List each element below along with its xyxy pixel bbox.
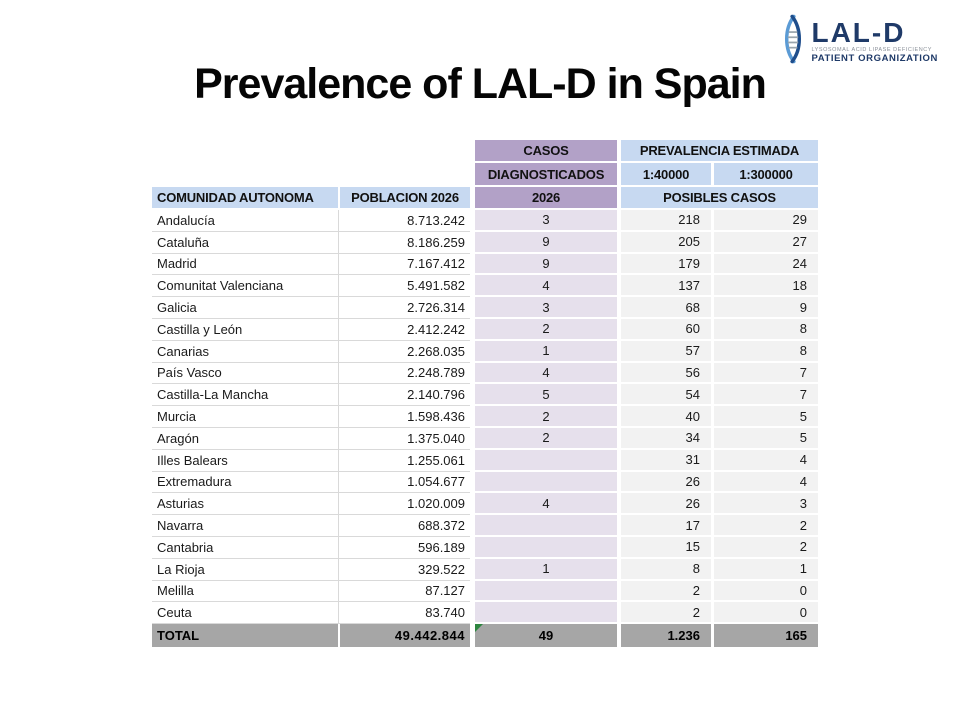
cell-cases_40000: 15: [617, 537, 711, 559]
cell-diagnosed: 1: [470, 559, 617, 581]
header-poblacion-2026: POBLACION 2026: [338, 187, 470, 210]
cell-cases_40000: 26: [617, 493, 711, 515]
cell-cases_300000: 3: [711, 493, 818, 515]
cell-population: 1.375.040: [338, 428, 470, 450]
cell-cases_300000: 29: [711, 210, 818, 232]
cell-population: 7.167.412: [338, 254, 470, 276]
cell-cases_300000: 2: [711, 515, 818, 537]
table-row: [152, 581, 818, 603]
cell-cases_40000: 54: [617, 384, 711, 406]
header-blank: [152, 140, 338, 163]
cell-name: Asturias: [152, 493, 338, 515]
total-label: TOTAL: [152, 624, 338, 647]
cell-name: Melilla: [152, 581, 338, 603]
cell-name: Aragón: [152, 428, 338, 450]
cell-name: Canarias: [152, 341, 338, 363]
logo-organization: PATIENT ORGANIZATION: [811, 52, 938, 64]
header-prevalencia-estimada: PREVALENCIA ESTIMADA: [617, 140, 818, 163]
cell-population: 87.127: [338, 581, 470, 603]
table-row: [152, 210, 818, 232]
cell-cases_300000: 0: [711, 602, 818, 624]
cell-name: Murcia: [152, 406, 338, 428]
cell-cases_40000: 179: [617, 254, 711, 276]
cell-diagnosed: 9: [470, 254, 617, 276]
cell-cases_300000: 8: [711, 341, 818, 363]
page-title: Prevalence of LAL-D in Spain: [194, 60, 766, 108]
table-row: [152, 341, 818, 363]
cell-cases_40000: 31: [617, 450, 711, 472]
cell-cases_40000: 40: [617, 406, 711, 428]
cell-diagnosed: 2: [470, 428, 617, 450]
header-rate-1-300000: 1:300000: [711, 163, 818, 187]
cell-cases_300000: 2: [711, 537, 818, 559]
cell-name: Extremadura: [152, 472, 338, 494]
total-population: 49.442.844: [338, 624, 470, 647]
header-year-2026: 2026: [470, 187, 617, 210]
cell-name: Andalucía: [152, 210, 338, 232]
cell-population: 1.020.009: [338, 493, 470, 515]
cell-diagnosed: [470, 581, 617, 603]
cell-diagnosed: [470, 602, 617, 624]
cell-name: Galicia: [152, 297, 338, 319]
cell-cases_300000: 18: [711, 275, 818, 297]
header-blank: [152, 163, 338, 187]
cell-cases_40000: 2: [617, 602, 711, 624]
cell-name: País Vasco: [152, 363, 338, 385]
cell-cases_300000: 4: [711, 450, 818, 472]
total-diagnosed: 49: [470, 624, 617, 647]
cell-cases_40000: 68: [617, 297, 711, 319]
cell-cases_300000: 9: [711, 297, 818, 319]
cell-diagnosed: 4: [470, 275, 617, 297]
cell-cases_40000: 26: [617, 472, 711, 494]
table-row: [152, 232, 818, 254]
table-row: [152, 493, 818, 515]
header-diagnosticados: DIAGNOSTICADOS: [470, 163, 617, 187]
table-footer: [152, 624, 818, 647]
table-row: [152, 406, 818, 428]
cell-name: La Rioja: [152, 559, 338, 581]
cell-population: 2.140.796: [338, 384, 470, 406]
table-row: [152, 319, 818, 341]
total-cases-40000: 1.236: [617, 624, 711, 647]
cell-cases_300000: 4: [711, 472, 818, 494]
cell-cases_300000: 7: [711, 363, 818, 385]
cell-cases_300000: 5: [711, 406, 818, 428]
cell-diagnosed: [470, 450, 617, 472]
table-row: [152, 297, 818, 319]
cell-diagnosed: [470, 472, 617, 494]
cell-diagnosed: 4: [470, 363, 617, 385]
cell-diagnosed: 1: [470, 341, 617, 363]
cell-diagnosed: [470, 515, 617, 537]
table-row: [152, 472, 818, 494]
cell-population: 5.491.582: [338, 275, 470, 297]
table-row: [152, 602, 818, 624]
cell-population: 1.598.436: [338, 406, 470, 428]
header-rate-1-40000: 1:40000: [617, 163, 711, 187]
cell-name: Castilla y León: [152, 319, 338, 341]
logo-wordmark: LAL-D: [811, 16, 906, 48]
cell-population: 2.268.035: [338, 341, 470, 363]
cell-name: Madrid: [152, 254, 338, 276]
cell-population: 688.372: [338, 515, 470, 537]
header-blank: [338, 163, 470, 187]
cell-population: 2.248.789: [338, 363, 470, 385]
table-header: [152, 140, 818, 210]
cell-cases_300000: 1: [711, 559, 818, 581]
cell-diagnosed: 3: [470, 210, 617, 232]
cell-name: Comunitat Valenciana: [152, 275, 338, 297]
prevalence-table: [152, 140, 818, 647]
header-comunidad-autonoma: COMUNIDAD AUTONOMA: [152, 187, 338, 210]
cell-cases_40000: 60: [617, 319, 711, 341]
total-cases-300000: 165: [711, 624, 818, 647]
header-casos: CASOS: [470, 140, 617, 163]
cell-name: Ceuta: [152, 602, 338, 624]
cell-diagnosed: 9: [470, 232, 617, 254]
table-row: [152, 537, 818, 559]
cell-cases_300000: 24: [711, 254, 818, 276]
cell-cases_300000: 5: [711, 428, 818, 450]
table-row: [152, 384, 818, 406]
cell-cases_40000: 205: [617, 232, 711, 254]
cell-cases_300000: 0: [711, 581, 818, 603]
header-row-3: [152, 187, 818, 210]
cell-cases_300000: 7: [711, 384, 818, 406]
cell-population: 83.740: [338, 602, 470, 624]
cell-population: 1.054.677: [338, 472, 470, 494]
cell-cases_40000: 137: [617, 275, 711, 297]
cell-name: Navarra: [152, 515, 338, 537]
cell-diagnosed: 3: [470, 297, 617, 319]
cell-population: 2.726.314: [338, 297, 470, 319]
cell-diagnosed: [470, 537, 617, 559]
table-row: [152, 275, 818, 297]
total-row: [152, 624, 818, 647]
cell-cases_40000: 57: [617, 341, 711, 363]
cell-population: 2.412.242: [338, 319, 470, 341]
table-row: [152, 450, 818, 472]
cell-cases_40000: 2: [617, 581, 711, 603]
table-row: [152, 559, 818, 581]
cell-population: 329.522: [338, 559, 470, 581]
logo-subtitle: LYSOSOMAL ACID LIPASE DEFICIENCY: [811, 46, 932, 53]
cell-population: 8.713.242: [338, 210, 470, 232]
cell-name: Cantabria: [152, 537, 338, 559]
cell-cases_40000: 34: [617, 428, 711, 450]
prevalence-table-container: [152, 140, 818, 647]
cell-population: 8.186.259: [338, 232, 470, 254]
cell-cases_40000: 218: [617, 210, 711, 232]
cell-diagnosed: 4: [470, 493, 617, 515]
cell-population: 1.255.061: [338, 450, 470, 472]
table-body: [152, 210, 818, 624]
header-row-1: [152, 140, 818, 163]
header-row-2: [152, 163, 818, 187]
table-row: [152, 515, 818, 537]
cell-cases_40000: 8: [617, 559, 711, 581]
table-row: [152, 363, 818, 385]
header-blank: [338, 140, 470, 163]
table-row: [152, 428, 818, 450]
cell-diagnosed: 2: [470, 319, 617, 341]
header-posibles-casos: POSIBLES CASOS: [617, 187, 818, 210]
cell-cases_300000: 27: [711, 232, 818, 254]
cell-diagnosed: 5: [470, 384, 617, 406]
cell-diagnosed: 2: [470, 406, 617, 428]
cell-cases_40000: 56: [617, 363, 711, 385]
cell-population: 596.189: [338, 537, 470, 559]
cell-cases_40000: 17: [617, 515, 711, 537]
cell-name: Castilla-La Mancha: [152, 384, 338, 406]
cell-cases_300000: 8: [711, 319, 818, 341]
cell-name: Cataluña: [152, 232, 338, 254]
table-row: [152, 254, 818, 276]
cell-name: Illes Balears: [152, 450, 338, 472]
